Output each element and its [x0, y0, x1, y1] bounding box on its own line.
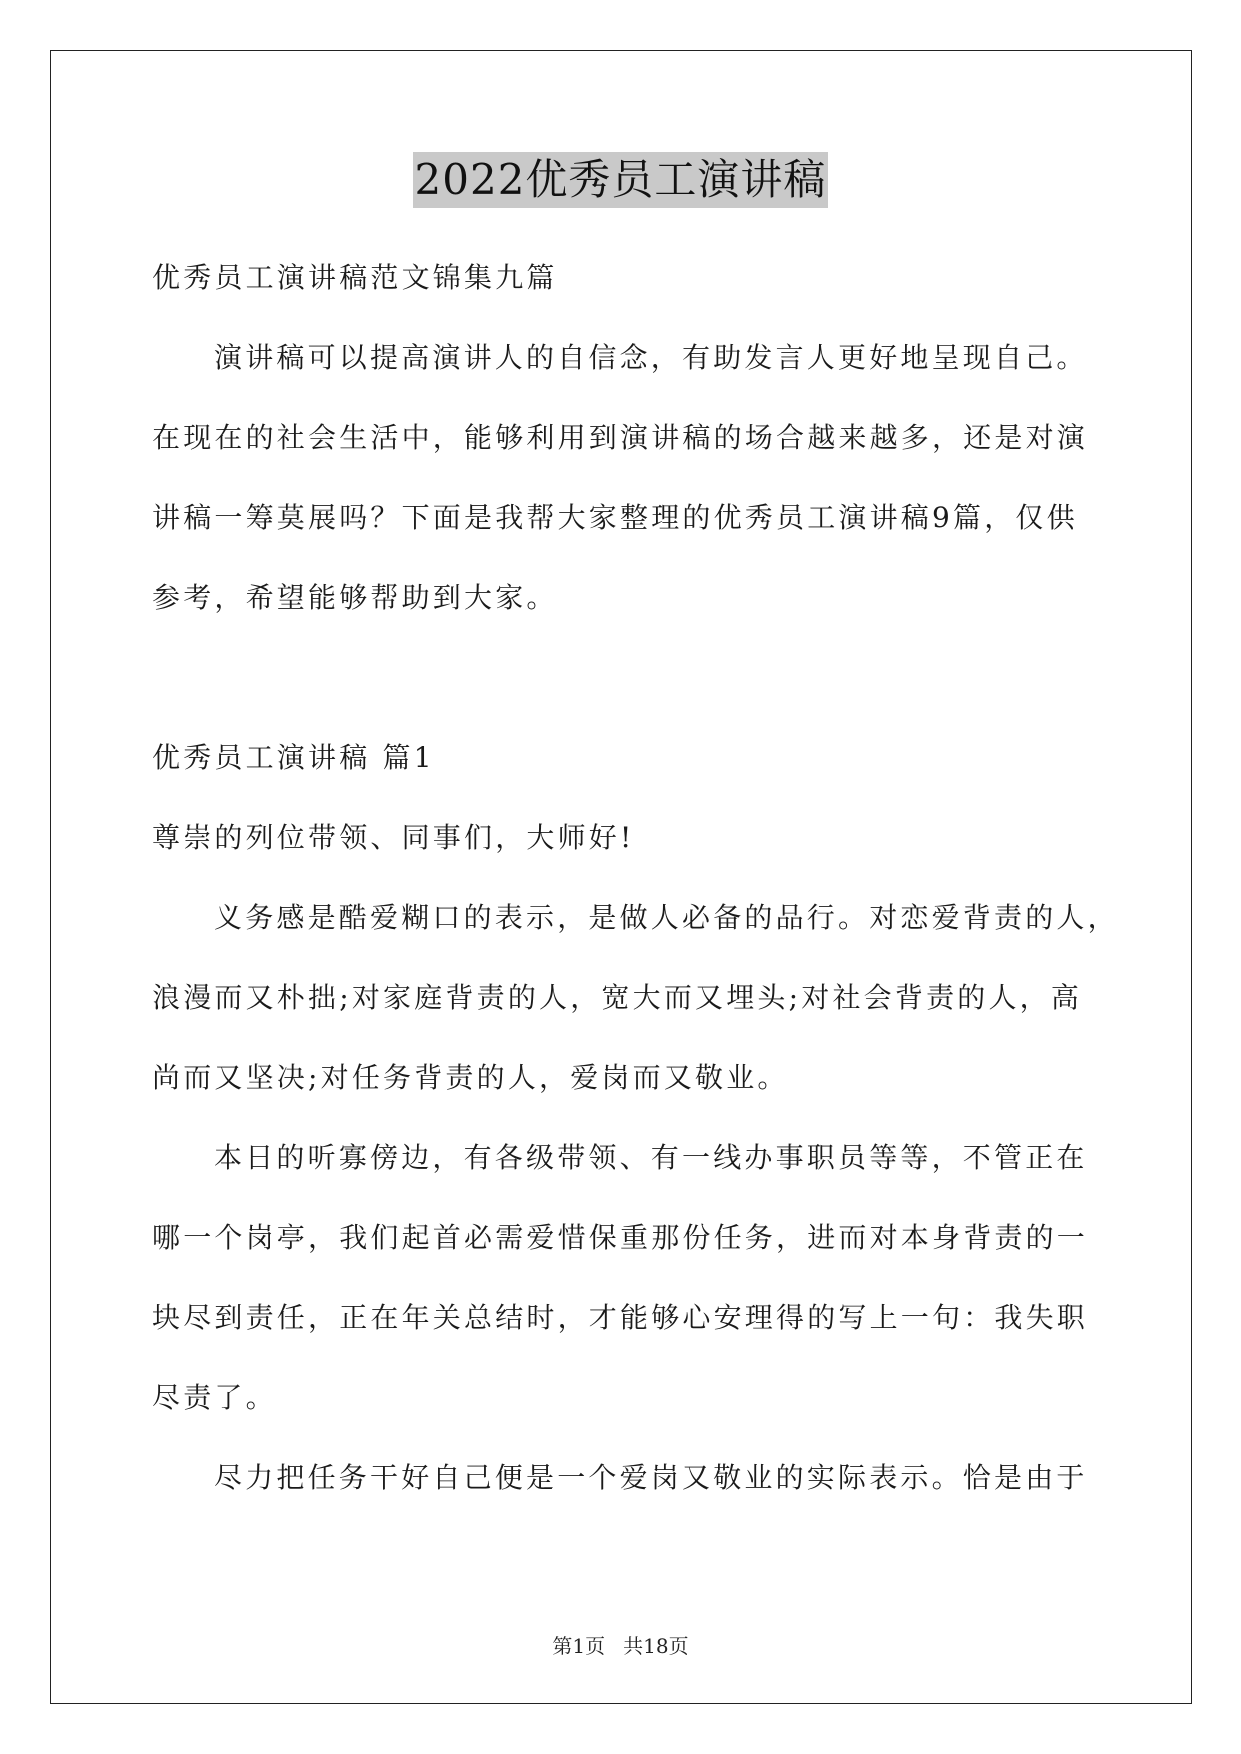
intro-line: 讲稿一筹莫展吗？下面是我帮大家整理的优秀员工演讲稿9篇，仅供	[152, 501, 1078, 534]
page-footer	[0, 1630, 1241, 1659]
document-title: 2022优秀员工演讲稿	[413, 152, 829, 208]
intro-line: 演讲稿可以提高演讲人的自信念，有助发言人更好地呈现自己。	[214, 341, 1088, 374]
paragraph-line: 尽责了。	[152, 1381, 277, 1414]
document-subtitle: 优秀员工演讲稿范文锦集九篇	[152, 261, 558, 294]
document-body	[152, 238, 1119, 1518]
paragraph-line: 尚而又坚决;对任务背责的人，爱岗而又敬业。	[152, 1061, 789, 1094]
section-heading: 优秀员工演讲稿 篇1	[152, 741, 435, 774]
intro-line: 在现在的社会生活中，能够利用到演讲稿的场合越来越多，还是对演	[152, 421, 1089, 454]
intro-line: 参考，希望能够帮助到大家。	[152, 581, 558, 614]
spacer	[152, 638, 1094, 718]
paragraph-line: 本日的听寡傍边，有各级带领、有一线办事职员等等，不管正在	[214, 1141, 1088, 1174]
page-number: 第1页	[552, 1634, 606, 1658]
title-container	[0, 152, 1241, 208]
paragraph-line: 尽力把任务干好自己便是一个爱岗又敬业的实际表示。恰是由于	[214, 1461, 1088, 1494]
paragraph-line: 块尽到责任，正在年关总结时，才能够心安理得的写上一句：我失职	[152, 1301, 1089, 1334]
paragraph-line: 浪漫而又朴拙;对家庭背责的人，宽大而又埋头;对社会背责的人，高	[152, 981, 1083, 1014]
total-pages: 共18页	[623, 1634, 689, 1658]
paragraph-line: 义务感是酷爱糊口的表示，是做人必备的品行。对恋爱背责的人，	[214, 901, 1119, 934]
greeting: 尊崇的列位带领、同事们，大师好!	[152, 821, 635, 854]
paragraph-line: 哪一个岗亭，我们起首必需爱惜保重那份任务，进而对本身背责的一	[152, 1221, 1089, 1254]
